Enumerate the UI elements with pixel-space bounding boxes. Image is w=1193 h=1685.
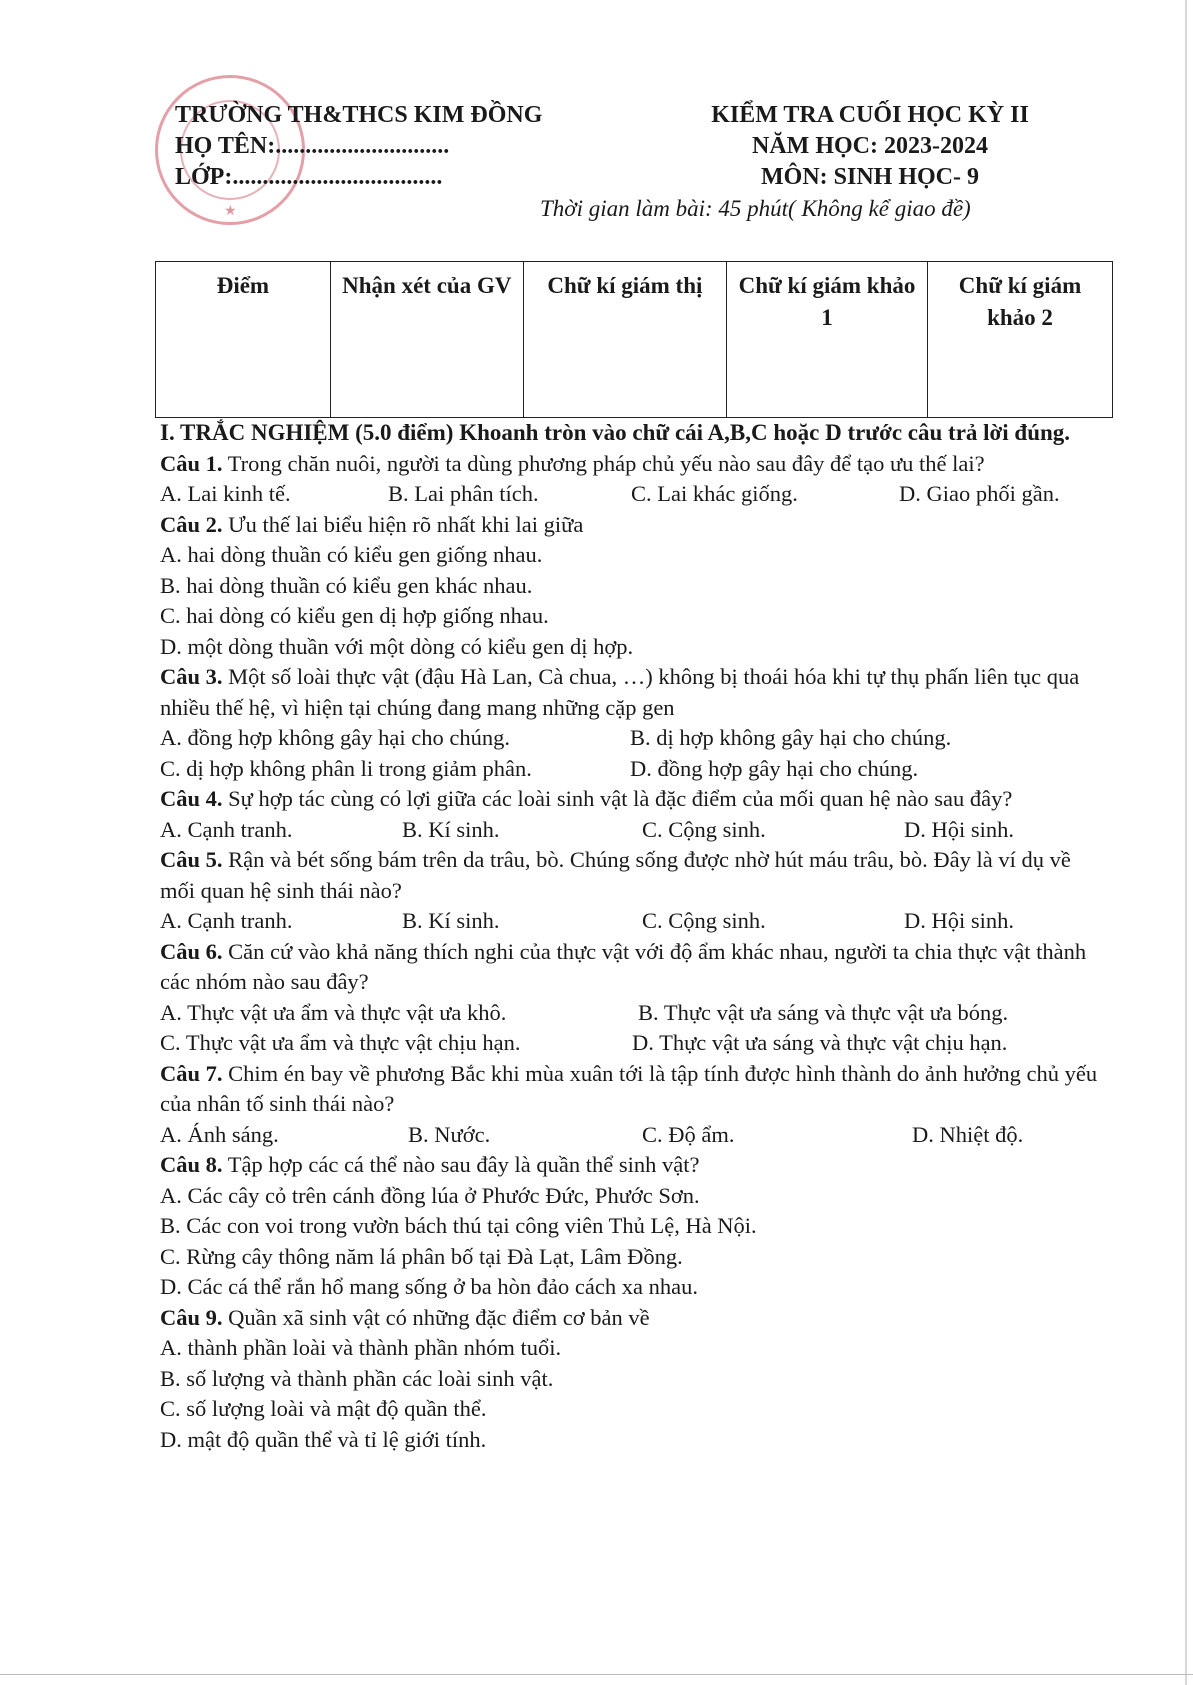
option: C. Lai khác giống.: [631, 481, 798, 506]
option: D. đồng hợp gây hại cho chúng.: [630, 755, 919, 781]
option: C. hai dòng có kiểu gen dị hợp giống nhau.: [160, 603, 549, 628]
options-row: [160, 754, 1110, 785]
options-row: [160, 479, 1110, 510]
option: B. Nước.: [408, 1121, 491, 1147]
question-number: Câu 9.: [160, 1304, 223, 1330]
question-number: Câu 5.: [160, 847, 223, 872]
question-4: [160, 784, 1110, 815]
question-text: Chim én bay về phương Bắc khi mùa xuân tới là tập tính được hình thành do ảnh hưởng chủ yếu của nhân tố sinh thái nào?: [160, 1060, 1098, 1116]
question-number: Câu 6.: [160, 938, 223, 964]
score-table-row: [156, 262, 1113, 418]
question-number: Câu 7.: [160, 1060, 223, 1086]
option: A. thành phần loài và thành phần nhóm tuổi.: [160, 1335, 562, 1360]
options-row: [160, 906, 1110, 937]
question-number: Câu 8.: [160, 1152, 223, 1177]
question-text: Trong chăn nuôi, người ta dùng phương pháp chủ yếu nào sau đây để tạo ưu thế lai?: [227, 450, 985, 476]
option: B. hai dòng thuần có kiểu gen khác nhau.: [160, 572, 533, 598]
student-name-field: HỌ TÊN:.............................: [175, 133, 450, 159]
question-7: [160, 1059, 1110, 1120]
option: B. dị hợp không gây hại cho chúng.: [630, 725, 952, 750]
school-stamp-seal: ★: [155, 75, 305, 225]
question-text: Căn cứ vào khả năng thích nghi của thực vật với độ ẩm khác nhau, người ta chia thực vật thành các nhóm nào sau đây?: [160, 938, 1087, 994]
question-text: Quần xã sinh vật có những đặc điểm cơ bản về: [228, 1304, 650, 1330]
score-header: Điểm: [156, 262, 331, 418]
option: C. Rừng cây thông năm lá phân bố tại Đà Lạt, Lâm Đồng.: [160, 1243, 683, 1269]
question-text: Sự hợp tác cùng có lợi giữa các loài sinh vật là đặc điểm của mối quan hệ nào sau đây?: [228, 786, 1013, 811]
question-text: Ưu thế lai biểu hiện rõ nhất khi lai giữa: [228, 511, 584, 537]
option: B. Lai phân tích.: [388, 481, 539, 506]
scan-edge: [1185, 0, 1187, 1685]
option: D. Các cá thể rắn hổ mang sống ở ba hòn đảo cách xa nhau.: [160, 1274, 698, 1299]
question-number: Câu 1.: [160, 450, 223, 476]
header-right: [660, 100, 1080, 193]
examiner2-signature-header: Chữ kí giám khảo 2: [928, 262, 1113, 418]
option: D. Nhiệt độ.: [912, 1121, 1024, 1147]
option: D. Giao phối gần.: [899, 481, 1060, 506]
question-5: [160, 845, 1110, 906]
option: B. số lượng và thành phần các loài sinh vật.: [160, 1365, 554, 1391]
question-text: Tập hợp các cá thể nào sau đây là quần thể sinh vật?: [227, 1152, 700, 1177]
option: B. Kí sinh.: [402, 816, 500, 842]
scan-bottom-edge: [0, 1674, 1193, 1675]
time-note: Thời gian làm bài: 45 phút( Không kể giao đề): [540, 196, 971, 221]
subject: MÔN: SINH HỌC- 9: [761, 164, 979, 190]
question-1: [160, 449, 1110, 480]
option: A. Các cây cỏ trên cánh đồng lúa ở Phước Đức, Phước Sơn.: [160, 1182, 700, 1208]
options-row: [160, 998, 1110, 1029]
proctor-signature-header: Chữ kí giám thị: [523, 262, 726, 418]
option: A. Cạnh tranh.: [160, 908, 293, 933]
option: A. hai dòng thuần có kiểu gen giống nhau.: [160, 542, 543, 567]
question-9: [160, 1303, 1110, 1334]
option: A. Thực vật ưa ẩm và thực vật ưa khô.: [160, 999, 507, 1025]
options-row: [160, 815, 1110, 846]
examiner1-signature-header: Chữ kí giám khảo 1: [726, 262, 927, 418]
questions-section: [160, 418, 1110, 1455]
option: C. Cộng sinh.: [642, 816, 766, 842]
option: B. Kí sinh.: [402, 908, 500, 933]
school-year: NĂM HỌC: 2023-2024: [752, 133, 988, 159]
exam-title: KIỂM TRA CUỐI HỌC KỲ II: [711, 102, 1029, 128]
option: A. Ánh sáng.: [160, 1121, 279, 1147]
question-8: [160, 1150, 1110, 1181]
option: A. đồng hợp không gây hại cho chúng.: [160, 725, 510, 750]
question-text: Rận và bét sống bám trên da trâu, bò. Chúng sống được nhờ hút máu trâu, bò. Đây là ví dụ về mối quan hệ sinh thái nào?: [160, 847, 1071, 903]
option: D. mật độ quần thể và tỉ lệ giới tính.: [160, 1426, 487, 1452]
option: D. một dòng thuần với một dòng có kiểu gen dị hợp.: [160, 633, 634, 659]
student-class-field: LỚP:...................................: [175, 164, 443, 190]
option: C. Cộng sinh.: [642, 908, 766, 933]
option: A. Cạnh tranh.: [160, 816, 293, 842]
question-text: Một số loài thực vật (đậu Hà Lan, Cà chua, …) không bị thoái hóa khi tự thụ phấn liên tục qua nhiều thế hệ, vì hiện tại chúng đang mang những cặp gen: [160, 664, 1080, 720]
option: D. Thực vật ưa sáng và thực vật chịu hạn.: [632, 1030, 1008, 1055]
question-6: [160, 937, 1110, 998]
question-number: Câu 2.: [160, 511, 223, 537]
option: D. Hội sinh.: [904, 816, 1015, 842]
option: A. Lai kinh tế.: [160, 481, 291, 506]
option: B. Thực vật ưa sáng và thực vật ưa bóng.: [638, 999, 1009, 1025]
option: C. Thực vật ưa ẩm và thực vật chịu hạn.: [160, 1030, 521, 1055]
question-3: [160, 662, 1110, 723]
options-row: [160, 1028, 1110, 1059]
question-number: Câu 3.: [160, 664, 223, 689]
option: C. dị hợp không phân li trong giảm phân.: [160, 755, 532, 781]
school-name: TRƯỜNG TH&THCS KIM ĐỒNG: [175, 102, 543, 128]
option: C. Độ ẩm.: [642, 1121, 735, 1147]
score-table: [155, 261, 1113, 418]
section-title: I. TRẮC NGHIỆM (5.0 điểm) Khoanh tròn vào chữ cái A,B,C hoặc D trước câu trả lời đúng.: [160, 420, 1071, 445]
options-row: [160, 1120, 1110, 1151]
teacher-comment-header: Nhận xét của GV: [330, 262, 523, 418]
question-number: Câu 4.: [160, 786, 223, 811]
question-2: [160, 510, 1110, 541]
option: B. Các con voi trong vườn bách thú tại công viên Thủ Lệ, Hà Nội.: [160, 1213, 757, 1238]
option: C. số lượng loài và mật độ quần thể.: [160, 1396, 487, 1421]
header-left: [175, 100, 615, 193]
option: D. Hội sinh.: [904, 908, 1015, 933]
options-row: [160, 723, 1110, 754]
